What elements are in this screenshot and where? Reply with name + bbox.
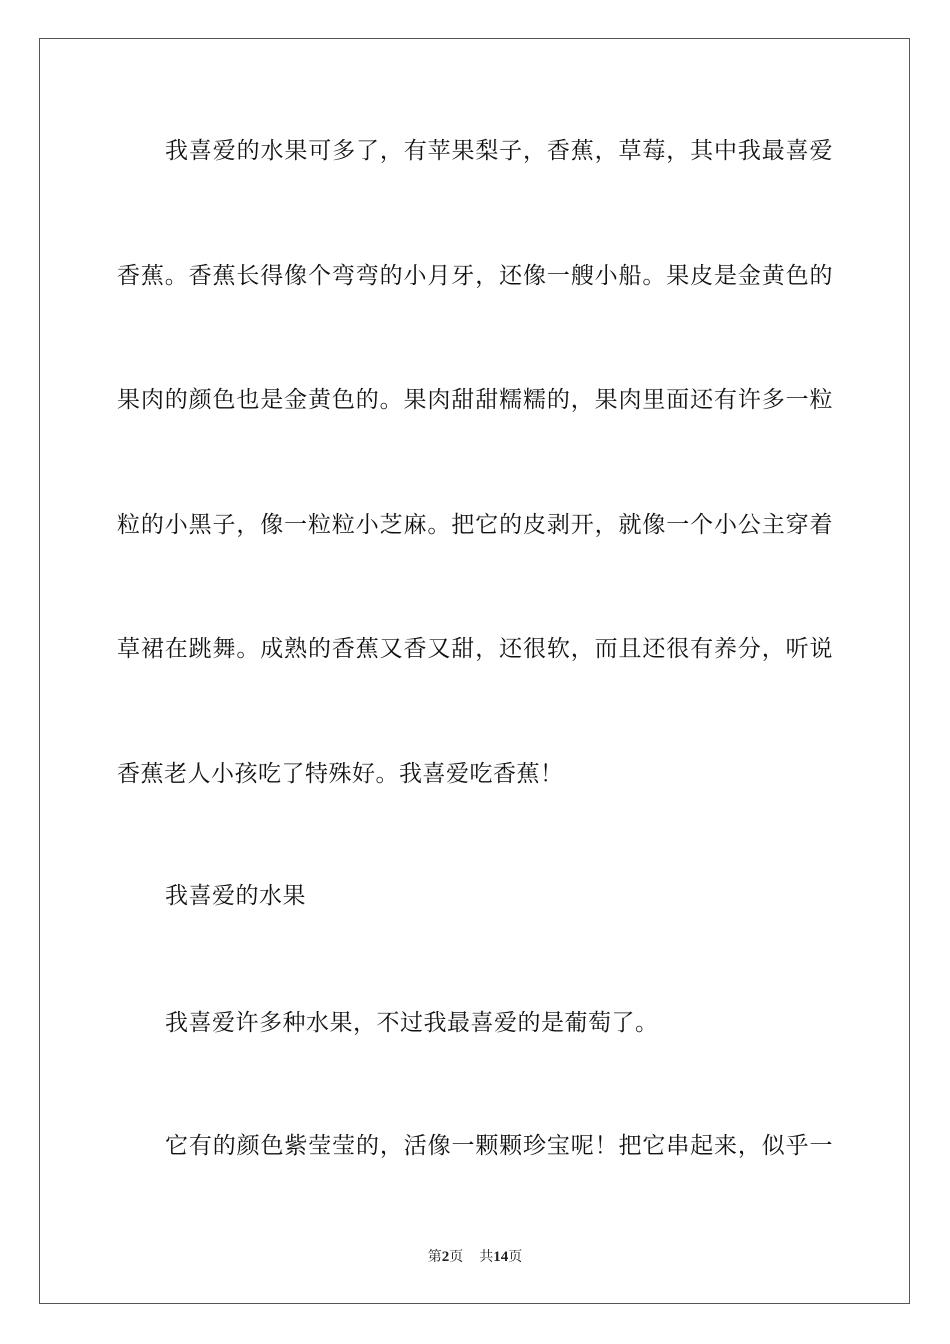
page-suffix: 页 — [449, 1249, 464, 1265]
text-line-5: 草裙在跳舞。成熟的香蕉又香又甜，还很软，而且还很有养分，听说 — [117, 636, 833, 662]
total-suffix: 页 — [508, 1249, 523, 1265]
page-footer — [0, 1248, 950, 1266]
text-line-6: 香蕉老人小孩吃了特殊好。我喜爱吃香蕉！ — [117, 761, 564, 787]
page-prefix: 第 — [427, 1249, 442, 1265]
page-current: 2 — [441, 1249, 450, 1265]
text-line-2: 香蕉。香蕉长得像个弯弯的小月牙，还像一艘小船。果皮是金黄色的 — [117, 263, 833, 289]
text-line-9: 它有的颜色紫莹莹的，活像一颗颗珍宝呢！把它串起来，似乎一 — [165, 1133, 833, 1159]
section-heading: 我喜爱的水果 — [165, 883, 306, 909]
total-prefix: 共 — [479, 1249, 494, 1265]
text-line-3: 果肉的颜色也是金黄色的。果肉甜甜糯糯的，果肉里面还有许多一粒 — [117, 387, 833, 413]
page-frame — [39, 38, 910, 1304]
total-pages: 14 — [493, 1249, 509, 1265]
text-line-4: 粒的小黑子，像一粒粒小芝麻。把它的皮剥开，就像一个小公主穿着 — [117, 512, 833, 538]
text-line-1: 我喜爱的水果可多了，有苹果梨子，香蕉，草莓，其中我最喜爱 — [165, 138, 833, 164]
text-line-8: 我喜爱许多种水果，不过我最喜爱的是葡萄了。 — [165, 1010, 659, 1036]
